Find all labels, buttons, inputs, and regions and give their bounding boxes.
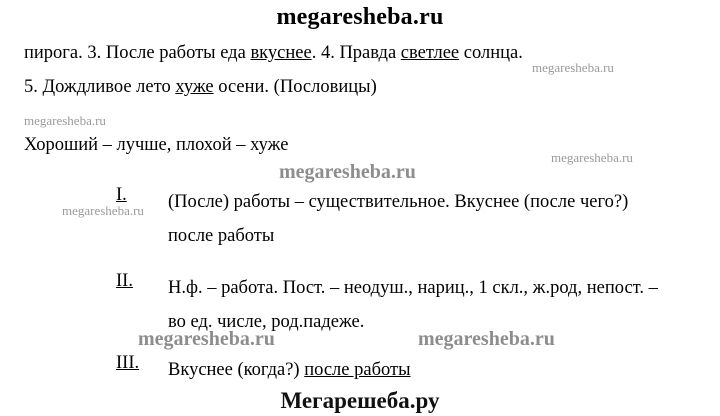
analysis-numeral-3: III. — [116, 353, 140, 373]
exercise-line-1 — [24, 42, 523, 64]
line1-text-mid: . 4. Правда — [311, 43, 401, 63]
line1-underlined-1: вкуснее — [250, 43, 312, 63]
watermark-small: megaresheba.ru — [551, 150, 633, 165]
line2-underlined-1: хуже — [175, 77, 214, 97]
line2-text-post: осени. (Пословицы) — [213, 77, 377, 97]
watermark-small: megaresheba.ru — [24, 113, 106, 128]
watermark-bottom: Мегарешеба.ру — [280, 388, 440, 413]
analysis-text-3 — [168, 353, 568, 387]
analysis-text-2: Н.ф. – работа. Пост. – неодуш., нариц., 1 скл., ж.род, непост. – во ед. числе, род.падеже. — [168, 278, 658, 332]
watermark-large: megaresheba.ru — [279, 161, 416, 183]
analysis-text-3-underlined: после работы — [304, 360, 411, 380]
analysis-numeral-2: II. — [116, 271, 133, 291]
line1-text-pre: пирога. 3. После работы еда — [24, 43, 251, 63]
analysis-text-3-pre: Вкуснее (когда?) — [168, 360, 305, 380]
exercise-line-2 — [24, 76, 377, 98]
line1-underlined-2: светлее — [400, 43, 460, 63]
exercise-line-3: Хороший – лучше, плохой – хуже — [24, 135, 289, 155]
watermark-small: megaresheba.ru — [532, 60, 614, 75]
watermark-large: megaresheba.ru — [138, 328, 275, 350]
watermark-large: megaresheba.ru — [418, 328, 555, 350]
line1-text-post: солнца. — [459, 43, 523, 63]
line2-text-pre: 5. Дождливое лето — [24, 77, 176, 97]
analysis-text-1: (После) работы – существительное. Вкуснее (после чего?) после работы — [168, 192, 629, 246]
page-title: megaresheba.ru — [276, 4, 444, 30]
analysis-numeral-1: I. — [116, 185, 127, 205]
watermark-small: megaresheba.ru — [62, 203, 144, 218]
